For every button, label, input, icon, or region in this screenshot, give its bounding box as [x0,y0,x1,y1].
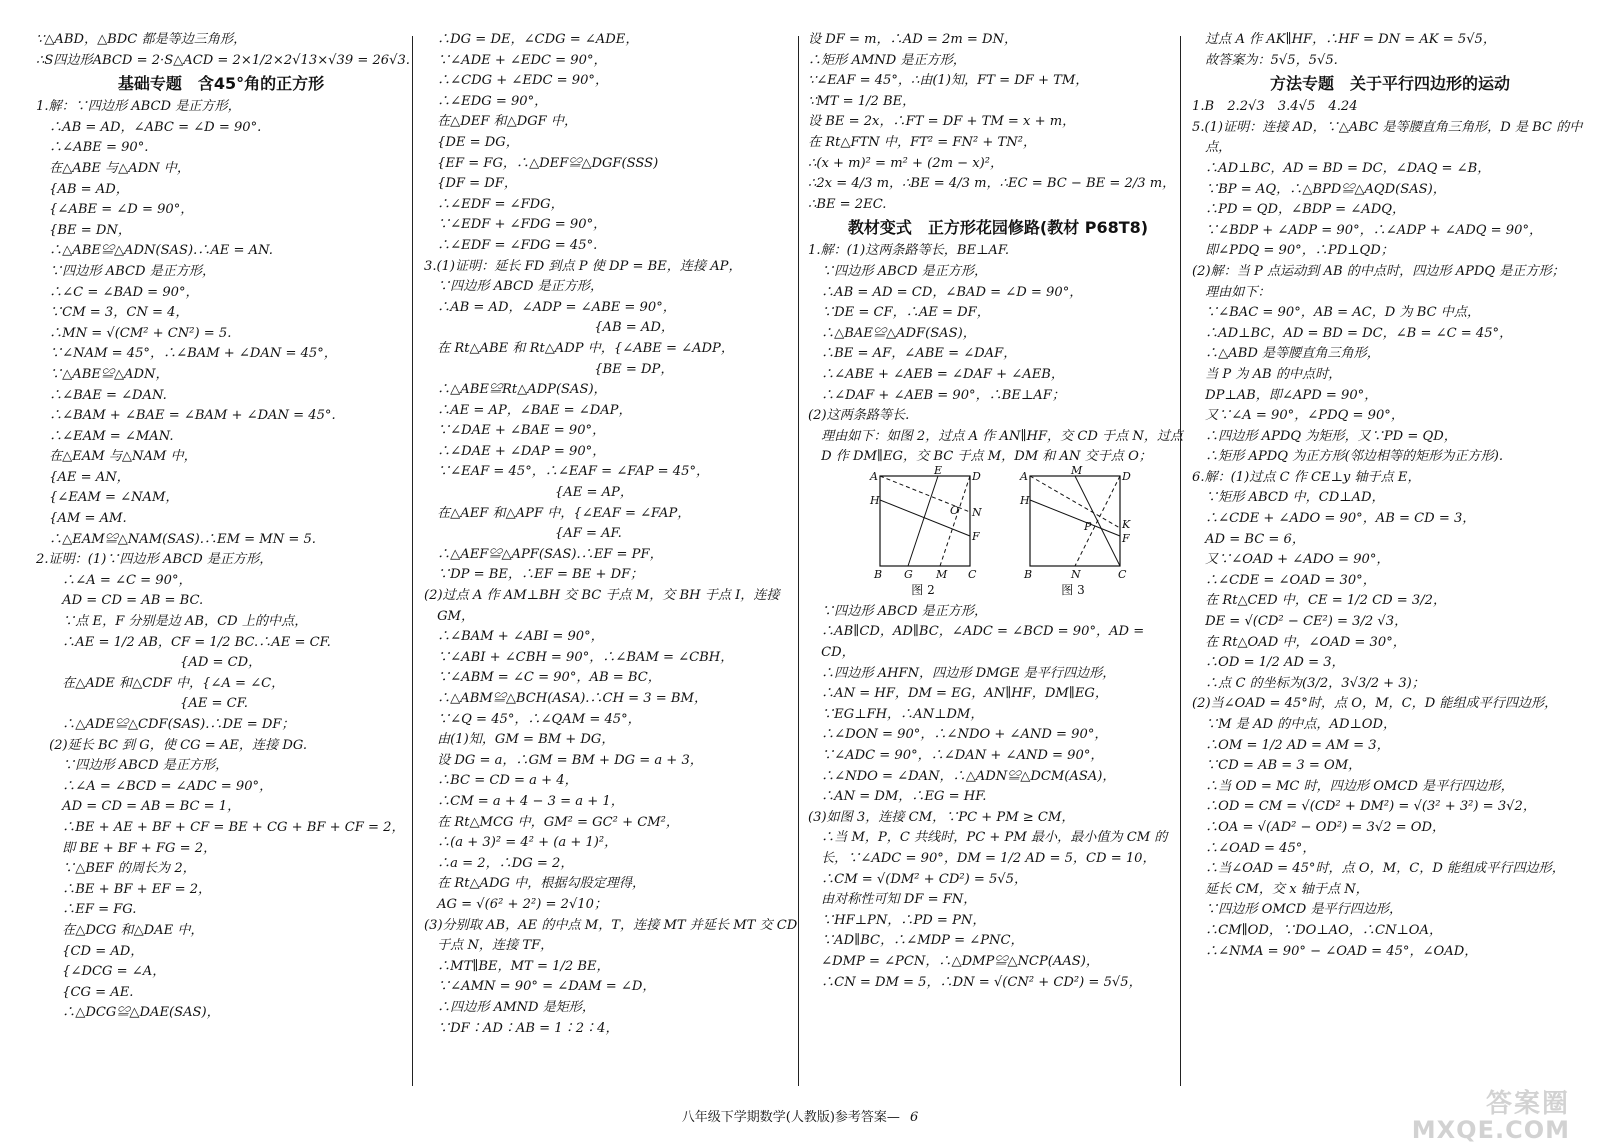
solution-line: ∴OD = 1/2 AD = 3， [1192,655,1345,671]
solution-line: 在△DCG 和△DAE 中， [36,922,204,938]
solution-line: ∴∠DON = 90°，∴∠NDO + ∠AND = 90°， [808,727,1108,743]
solution-line: (3)分别取 AB，AE 的中点 M，T，连接 MT 并延长 MT 交 CD [424,917,798,933]
solution-line: ∴四边形 APDQ 为矩形，又∵PD = QD， [1192,428,1457,444]
solution-line: ∴BE = 2EC. [808,196,887,212]
solution-line: ∵AD∥BC，∴∠MDP = ∠PNC， [808,933,1024,949]
fig2-label-m: M [936,567,948,581]
solution-line: ∴PD = QD，∠BDP = ∠ADQ， [1192,202,1406,218]
solution-line: ∴MT∥BE，MT = 1/2 BE， [424,958,610,974]
solution-line: ∴∠CDG + ∠EDC = 90°， [424,73,609,89]
solution-line: ∴∠BAM + ∠BAE = ∠BAM + ∠DAN = 45°. [36,408,336,424]
solution-line: 即 BE + BF + FG = 2， [36,840,217,856]
solution-line: ∠DMP = ∠PCN，∴△DMP≌△NCP(AAS)， [808,953,1099,969]
solution-line: 1.解：∵四边形 ABCD 是正方形， [36,99,241,115]
solution-line: DP⊥AB，即∠APD = 90°， [1192,387,1378,403]
fig3-label-f: F [1122,531,1130,545]
solution-line: ∵点 E，F 分别是边 AB，CD 上的中点， [36,614,308,630]
section-heading: 教材变式 正方形花园修路(教材 P68T8) [847,218,1149,238]
solution-line: {∠ABE = ∠D = 90°， [36,202,194,218]
solution-line: ∴∠EDF = ∠FDG， [424,196,564,212]
solution-line: ∵△BEF 的周长为 2， [36,861,196,877]
column-divider [412,36,413,1086]
solution-line: ∴△ABD 是等腰直角三角形， [1192,346,1380,362]
solution-line: D 作 DM∥EG，交 BC 于点 M，DM 和 AN 交于点 O； [808,449,1152,465]
column-3-bottom [808,602,1188,993]
solution-line: ∴∠NDO = ∠DAN，∴△ADN≌△DCM(ASA)， [808,768,1116,784]
solution-line: ∴CM = √(DM² + CD²) = 5√5， [808,871,1028,887]
solution-line: ∵四边形 ABCD 是正方形， [36,758,229,774]
column-3-top [808,30,1188,468]
solution-line: ∴AD⊥BC，AD = BD = DC，∠DAQ = ∠B， [1192,160,1491,176]
section-heading: 方法专题 关于平行四边形的运动 [1269,74,1510,94]
solution-line: {∠DCG = ∠A， [36,964,166,980]
solution-line: ∴∠CDE + ∠ADO = 90°，AB = CD = 3， [1192,511,1476,527]
solution-line: (2)过点 A 作 AM⊥BH 交 BC 于点 M，交 BH 于点 I，连接 [424,588,780,604]
solution-line: ∴(a + 3)² = 4² + (a + 1)²， [424,835,618,851]
fig2-label-h: H [870,493,880,507]
solution-line: 又∵∠OAD + ∠ADO = 90°， [1192,552,1390,568]
column-divider [798,36,799,1086]
solution-line: ∴CM = a + 4 − 3 = a + 1， [424,793,624,809]
solution-line: AD = CD = AB = BC. [36,593,204,609]
solution-line: ∴四边形 AHFN，四边形 DMGE 是平行四边形， [808,665,1116,681]
solution-line: 设 BE = 2x，∴FT = DF + TM = x + m， [808,114,1076,130]
solution-line: ∵M 是 AD 的中点，AD⊥OD， [1192,717,1397,732]
column-4 [1192,30,1588,1100]
solution-line: ∴AB = AD = CD，∠BAD = ∠D = 90°， [808,284,1083,300]
solution-line: 于点 N，连接 TF， [424,938,554,954]
solution-line: ∴当∠OAD = 45°时，点 O，M，C，D 能组成平行四边形， [1192,861,1565,877]
solution-line: ∵∠NAM = 45°，∴∠BAM + ∠DAN = 45°， [36,346,337,362]
fig3-label-h: H [1020,493,1030,507]
fig3-label-b: B [1024,567,1033,581]
solution-line: ∵∠BDP + ∠ADP = 90°，∴∠ADP + ∠ADQ = 90°， [1192,222,1543,238]
solution-line: (2)这两条路等长. [808,408,910,424]
fig2-label-e: E [934,463,943,477]
solution-line: 设 DF = m，∴AD = 2m = DN， [808,32,1018,47]
solution-line: ∵∠Q = 45°，∴∠QAM = 45°， [424,711,641,727]
solution-line: 在△EAM 与△NAM 中， [36,449,197,465]
solution-line: 延长 CM，交 x 轴于点 N， [1192,881,1369,897]
solution-line: ∴△ABE≌Rt△ADP(SAS)， [424,382,607,398]
solution-line: AD = BC = 6， [1192,531,1305,547]
solution-line: 当 P 为 AB 的中点时， [1192,366,1342,382]
solution-line: 1.解：(1)这两条路等长，BE⊥AF. [808,243,1010,259]
solution-line: ∵四边形 ABCD 是正方形， [424,279,604,295]
column-divider [1180,36,1181,1086]
solution-line: 5.(1)证明：连接 AD，∵△ABC 是等腰直角三角形，D 是 BC 的中 [1192,119,1583,135]
solution-line: ∵DF∶AD∶AB = 1∶2∶4， [424,1020,619,1036]
solution-line: ∵MT = 1/2 BE， [808,93,916,109]
solution-line: ∴∠BAM + ∠ABI = 90°， [424,629,604,645]
fig2-label-g: G [904,567,913,581]
solution-line: 2.证明：(1)∵四边形 ABCD 是正方形， [36,552,273,568]
fig2-label-n: N [972,505,982,519]
fig2-label-c: C [968,567,977,581]
solution-line: (3)如图 3，连接 CM，∵PC + PM ≥ CM， [808,809,1075,825]
solution-line: ∴△AEF≌△APF(SAS).∴EF = PF， [424,546,663,562]
solution-line: ∴△DCG≌△DAE(SAS)， [36,1005,220,1021]
section-heading: 基础专题 含45°角的正方形 [117,74,325,94]
solution-line: {BE = DN， [36,222,131,238]
solution-line: {∠EAM = ∠NAM， [36,490,179,506]
solution-line: AG = √(6² + 2²) = 2√10； [424,896,608,912]
solution-line: ∴AE = AP，∠BAE = ∠DAP， [424,402,632,418]
solution-line: ∴2x = 4/3 m，∴BE = 4/3 m，∴EC = BC − BE = 2/3 m， [808,176,1176,192]
solution-line: ∴AE = 1/2 AB，CF = 1/2 BC.∴AE = CF. [36,634,331,650]
solution-line: {BE = DP， [424,361,674,377]
solution-line: ∴△ABE≌△ADN(SAS).∴AE = AN. [36,243,273,259]
solution-line: ∵∠DAE + ∠BAE = 90°， [424,423,606,439]
solution-line: ∴∠ABE + ∠AEB = ∠DAF + ∠AEB， [808,366,1064,382]
solution-line: ∵EG⊥FH，∴AN⊥DM， [808,706,984,722]
solution-line: 故答案为：5√5，5√5. [1192,52,1338,68]
solution-line: {AE = CF. [36,696,248,712]
solution-line: {AB = AD， [36,181,129,197]
solution-line: ∵∠AMN = 90° = ∠DAM = ∠D， [424,979,656,995]
solution-line: (2)解：当 P 点运动到 AB 的中点时，四边形 APDQ 是正方形； [1192,263,1565,279]
solution-line: {AB = AD， [424,320,674,336]
solution-line: ∴∠EDF = ∠FDG = 45°. [424,237,598,253]
solution-line: ∵BP = AQ，∴△BPD≌△AQD(SAS)， [1192,181,1446,197]
figure-3 [1018,463,1131,598]
solution-line: {AE = AN， [36,469,130,485]
solution-line: {CD = AD， [36,943,144,959]
solution-line: 在 Rt△ADG 中，根据勾股定理得， [424,876,646,892]
solution-line: ∴OM = 1/2 AD = AM = 3， [1192,737,1390,753]
solution-line: 点， [1192,140,1232,156]
solution-line: {AM = AM. [36,511,127,527]
solution-line: 1.B 2.2√3 3.4√5 4.24 [1192,99,1358,115]
solution-line: ∵△ABE≌△ADN， [36,366,169,382]
page-footer [0,1106,1600,1125]
solution-line: ∴AB = AD，∠ABC = ∠D = 90°. [36,119,262,135]
solution-line: ∴AB = AD，∠ADP = ∠ABE = 90°， [424,299,676,315]
solution-line: ∴∠NMA = 90° − ∠OAD = 45°，∠OAD， [1192,943,1478,959]
watermark-url: MXQE.COM [1411,1116,1570,1144]
fig3-label-d: D [1122,469,1131,483]
solution-line: ∴CM∥OD，∵DO⊥AO，∴CN⊥OA， [1192,922,1443,938]
solution-line: {AE = AP， [424,485,633,501]
solution-line: ∴CN = DM = 5，∴DN = √(CN² + CD²) = 5√5， [808,974,1142,990]
fig3-label-k: K [1122,517,1131,531]
solution-line: ∴当 M，P，C 共线时，PC + PM 最小，最小值为 CM 的 [808,830,1168,846]
solution-line: 由(1)知，GM = BM + DG， [424,732,615,748]
page-number: 6 [909,1110,919,1125]
solution-line: {EF = FG，∴△DEF≌△DGF(SSS) [424,155,659,171]
fig2-label-d: D [972,469,981,483]
solution-line: ∴OD = CM = √(CD² + DM²) = √(3² + 3²) = 3√2， [1192,799,1536,815]
solution-line: {DF = DF， [424,176,517,192]
solution-line: {AD = CD， [36,655,262,671]
column-3 [808,30,1188,1100]
solution-line: ∵矩形 ABCD 中，CD⊥AD， [1192,490,1385,506]
solution-line: ∵∠ABM = ∠C = 90°，AB = BC， [424,670,661,686]
solution-line: 在 Rt△OAD 中，∠OAD = 30°， [1192,634,1406,650]
solution-line: ∴∠DAE + ∠DAP = 90°， [424,443,606,459]
solution-line: 理由如下： [1192,284,1271,300]
solution-line: ∴∠A = ∠BCD = ∠ADC = 90°， [36,778,273,794]
fig3-label-n: N [1071,567,1081,581]
solution-line: ∴EF = FG. [36,902,137,918]
solution-line: ∵HF⊥PN，∴PD = PN， [808,912,986,928]
solution-line: ∴S四边形ABCD = 2·S△ACD = 2×1/2×2√13×√39 = 26√3. [36,52,410,68]
solution-line: ∴AD⊥BC，AD = BD = DC，∠B = ∠C = 45°， [1192,325,1513,341]
figure-2-caption: 图 2 [911,582,935,597]
solution-line: ∴点 C 的坐标为(3/2，3√3/2 + 3)； [1192,675,1425,691]
solution-line: ∴∠C = ∠BAD = 90°， [36,284,199,300]
solution-line: ∴△BAE≌△ADF(SAS)， [808,325,976,341]
solution-line: 过点 A 作 AK∥HF，∴HF = DN = AK = 5√5， [1192,32,1496,47]
solution-line: ∵CD = AB = 3 = OM， [1192,758,1362,774]
solution-line: ∵∠EAF = 45°，∴∠EAF = ∠FAP = 45°， [424,464,710,480]
solution-line: ∴AB∥CD，AD∥BC，∠ADC = ∠BCD = 90°，AD = [808,624,1145,640]
solution-line: ∵四边形 ABCD 是正方形， [36,263,216,279]
solution-line: ∴AN = HF，DM = EG，AN∥HF，DM∥EG， [808,686,1108,702]
solution-line: ∵DE = CF，∴AE = DF， [808,305,990,321]
fig2-label-a: A [870,469,878,483]
solution-line: 在△DEF 和△DGF 中， [424,114,578,130]
figure-2-diagram [868,463,982,582]
solution-line: ∴OA = √(AD² − OD²) = 3√2 = OD， [1192,819,1446,835]
fig3-label-a: A [1020,469,1028,483]
solution-line: 6.解：(1)过点 C 作 CE⊥y 轴于点 E， [1192,469,1421,485]
column-1 [36,30,410,1100]
solution-line: {AF = AF. [424,526,622,542]
solution-line: ∵∠EAF = 45°，∴由(1)知，FT = DF + TM， [808,73,1089,89]
solution-line: {CG = AE. [36,984,134,1000]
solution-line: DE = √(CD² − CE²) = 3/2 √3， [1192,614,1408,630]
solution-line: ∴∠A = ∠C = 90°， [36,572,192,588]
solution-line: ∵四边形 ABCD 是正方形， [808,603,988,619]
solution-line: ∴BC = CD = a + 4， [424,773,578,789]
fig3-label-c: C [1118,567,1127,581]
solution-line: ∴MN = √(CM² + CN²) = 5. [36,325,232,341]
solution-line: ∵CM = 3，CN = 4， [36,305,189,321]
solution-line: ∴∠ABE = 90°. [36,140,149,156]
solution-line: ∴四边形 AMND 是矩形， [424,999,595,1015]
solution-line: 3.(1)证明：延长 FD 到点 P 使 DP = BE，连接 AP， [424,258,742,274]
solution-line: ∵∠EDF + ∠FDG = 90°， [424,217,607,233]
solution-line: ∴BE + BF + EF = 2， [36,881,212,897]
solution-line: ∵四边形 ABCD 是正方形， [808,263,988,279]
solution-line: GM， [424,608,475,624]
column-2 [424,30,798,1100]
solution-line: 理由如下：如图 2，过点 A 作 AN∥HF，交 CD 于点 N，过点 [808,428,1184,444]
solution-line: ∴△ADE≌△CDF(SAS).∴DE = DF； [36,717,295,732]
figure-row [808,463,1188,602]
figure-3-caption: 图 3 [1061,582,1085,597]
solution-line: ∵∠BAC = 90°，AB = AC，D 为 BC 中点， [1192,305,1481,321]
solution-line: ∵DP = BE，∴EF = BE + DF； [424,567,644,583]
solution-line: ∵∠ADE + ∠EDC = 90°， [424,52,607,68]
solution-line: ∴∠BAE = ∠DAN. [36,387,167,403]
solution-line: ∴矩形 APDQ 为正方形(邻边相等的矩形为正方形). [1192,449,1503,465]
solution-line: 设 DG = a，∴GM = BM + DG = a + 3， [424,752,703,768]
solution-line: ∴△EAM≌△NAM(SAS).∴EM = MN = 5. [36,531,316,547]
solution-line: ∴AN = DM，∴EG = HF. [808,789,987,805]
solution-line: ∵∠ADC = 90°，∴∠DAN + ∠AND = 90°， [808,748,1104,764]
fig3-label-m: M [1071,463,1083,477]
solution-line: ∵四边形 OMCD 是平行四边形， [1192,902,1403,918]
solution-line: 在△ADE 和△CDF 中，{∠A = ∠C， [36,675,285,691]
solution-line: 在△ABE 与△ADN 中， [36,160,190,176]
solution-line: 在 Rt△CED 中，CE = 1/2 CD = 3/2， [1192,593,1447,609]
solution-line: ∴DG = DE，∠CDG = ∠ADE， [424,32,639,47]
solution-line: ∴∠EDG = 90°， [424,93,548,109]
solution-line: ∴∠CDE = ∠OAD = 30°， [1192,572,1376,588]
fig3-label-p: P [1084,519,1092,533]
solution-line: 长，∵∠ADC = 90°，DM = 1/2 AD = 5，CD = 10， [808,851,1156,866]
watermark-logo [1412,1090,1570,1142]
figure-2 [868,463,982,598]
solution-line: 即∠PDQ = 90°，∴PD⊥QD； [1192,243,1394,259]
solution-line: ∴(x + m)² = m² + (2m − x)²， [808,155,1004,171]
solution-line: ∵∠ABI + ∠CBH = 90°，∴∠BAM = ∠CBH， [424,649,734,665]
fig2-label-b: B [874,567,883,581]
solution-line: ∴∠OAD = 45°， [1192,840,1316,856]
figure-3-diagram [1018,463,1131,582]
fig2-label-f: F [972,529,980,543]
solution-line: AD = CD = AB = BC = 1， [36,799,241,815]
solution-line: ∴∠EAM = ∠MAN. [36,428,174,444]
solution-line: 在 Rt△FTN 中，FT² = FN² + TN²， [808,134,1037,150]
solution-line: (2)当∠OAD = 45°时，点 O，M，C，D 能组成平行四边形， [1192,696,1558,712]
watermark-text: 答案圈 [1485,1089,1570,1119]
footer-title: 八年级下学期数学(人教版)参考答案— [681,1110,900,1125]
solution-line: ∴△ABM≌△BCH(ASA).∴CH = 3 = BM， [424,691,708,706]
solution-line: 又∵∠A = 90°，∠PDQ = 90°， [1192,408,1404,424]
solution-line: ∴a = 2，∴DG = 2， [424,855,574,871]
solution-line: CD， [808,645,855,661]
solution-line: ∴BE = AF，∠ABE = ∠DAF， [808,346,1017,362]
solution-line: ∴矩形 AMND 是正方形， [808,52,966,68]
solution-line: ∴当 OD = MC 时，四边形 OMCD 是平行四边形， [1192,778,1514,794]
solution-line: {DE = DG， [424,134,519,150]
solution-line: 在△AEF 和△APF 中，{∠EAF = ∠FAP， [424,505,691,521]
solution-line: ∴BE + AE + BF + CF = BE + CG + BF + CF = 2， [36,819,405,835]
solution-line: 在 Rt△MCG 中，GM² = GC² + CM²， [424,814,679,830]
solution-line: (2)延长 BC 到 G，使 CG = AE，连接 DG. [36,737,307,753]
solution-line: 在 Rt△ABE 和 Rt△ADP 中，{∠ABE = ∠ADP， [424,340,734,356]
solution-line: ∴∠DAF + ∠AEB = 90°，∴BE⊥AF； [808,387,1065,403]
solution-line: 由对称性可知 DF = FN， [808,892,977,908]
solution-line: ∵△ABD，△BDC 都是等边三角形， [36,32,247,47]
fig2-label-o: O [950,503,960,517]
